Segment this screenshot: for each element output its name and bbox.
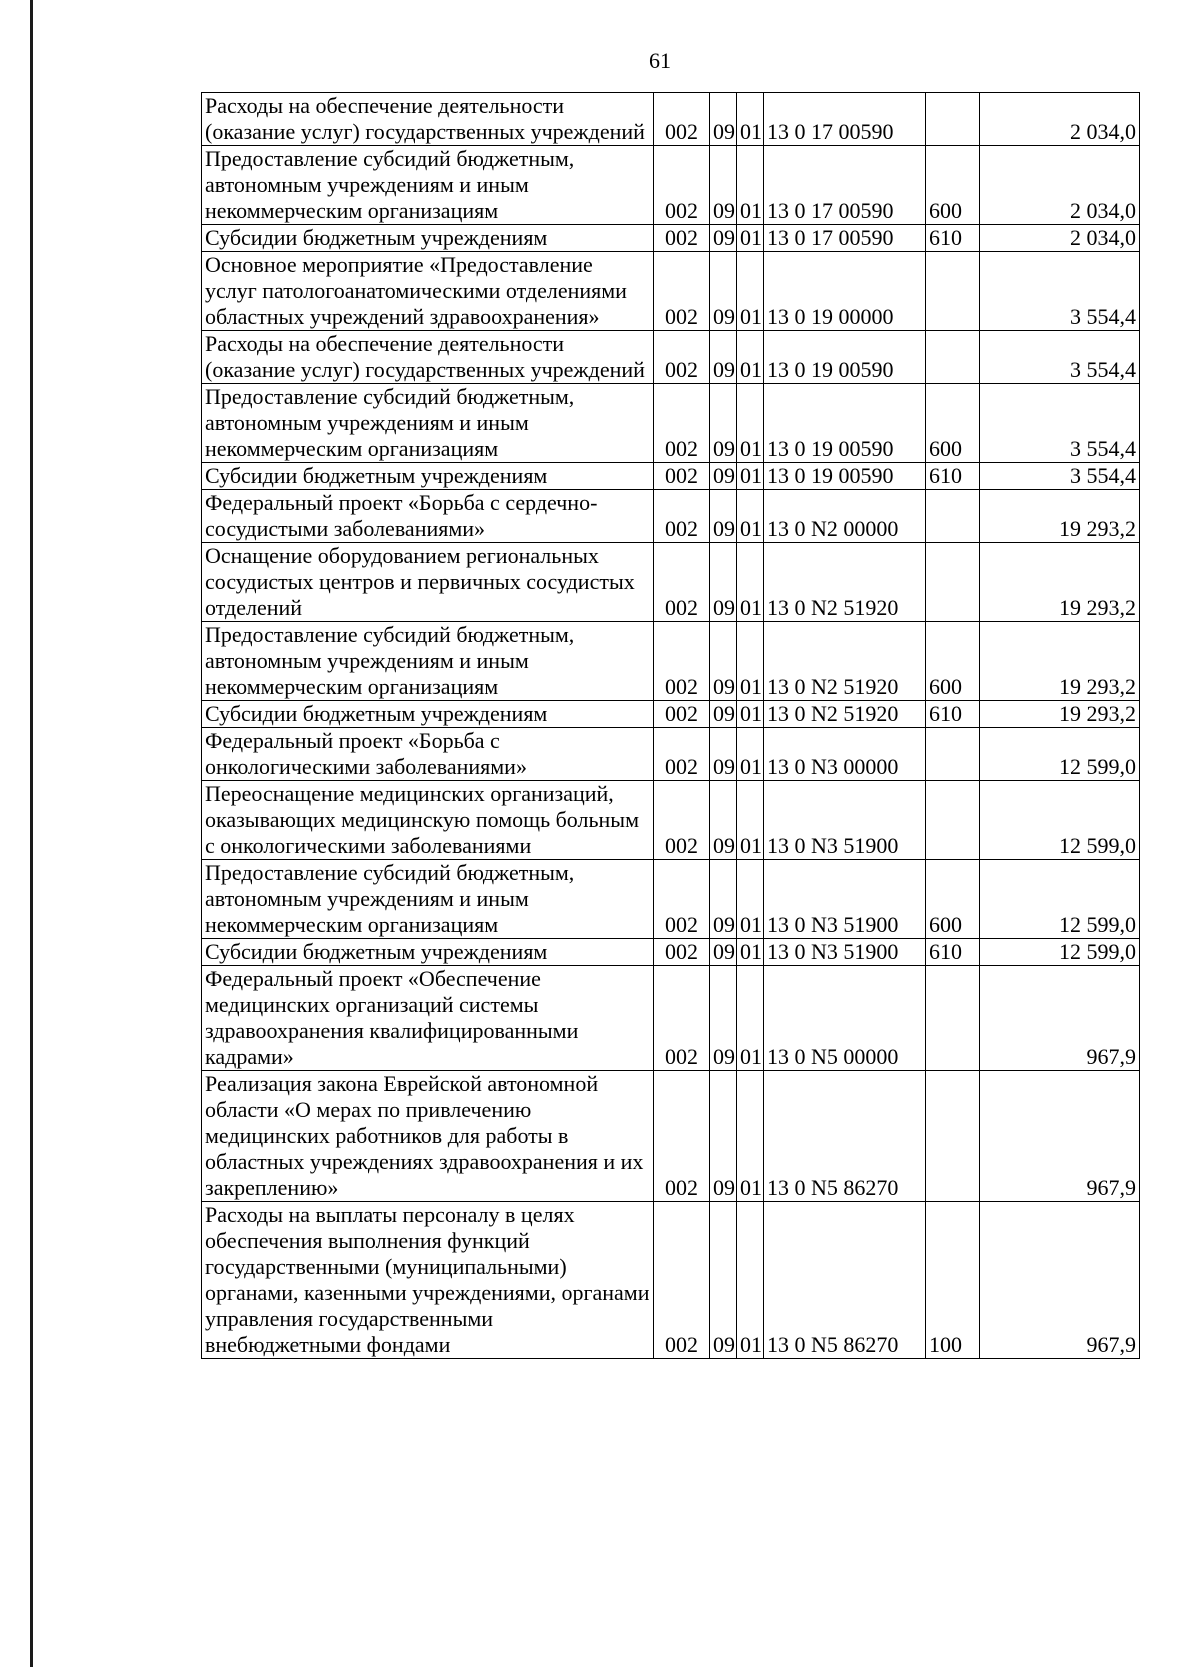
amount-cell: 19 293,2	[980, 543, 1140, 622]
budget-table	[201, 92, 1140, 1359]
section-code-cell: 09	[710, 93, 737, 146]
expense-type-cell	[926, 331, 980, 384]
grbs-code-cell: 002	[654, 463, 710, 490]
amount-cell: 3 554,4	[980, 331, 1140, 384]
expense-type-cell: 610	[926, 701, 980, 728]
subsection-code-cell: 01	[737, 331, 764, 384]
amount-cell: 19 293,2	[980, 701, 1140, 728]
table-row	[202, 966, 1140, 1071]
expense-type-cell: 600	[926, 622, 980, 701]
subsection-code-cell: 01	[737, 93, 764, 146]
expense-type-cell: 610	[926, 939, 980, 966]
subsection-code-cell: 01	[737, 966, 764, 1071]
amount-cell: 2 034,0	[980, 93, 1140, 146]
budget-table-body	[202, 93, 1140, 1359]
grbs-code-cell: 002	[654, 93, 710, 146]
table-row	[202, 728, 1140, 781]
section-code-cell: 09	[710, 966, 737, 1071]
expense-type-cell: 600	[926, 384, 980, 463]
amount-cell: 12 599,0	[980, 781, 1140, 860]
subsection-code-cell: 01	[737, 146, 764, 225]
expense-type-cell: 610	[926, 463, 980, 490]
expense-name-cell: Расходы на выплаты персоналу в целях обеспечения выполнения функций государственными (муниципальными) органами, казенными учреждениями, органами управления государственными внебюджетными фондами	[202, 1202, 654, 1359]
subsection-code-cell: 01	[737, 490, 764, 543]
target-article-cell: 13 0 N5 86270	[764, 1071, 926, 1202]
target-article-cell: 13 0 N2 51920	[764, 701, 926, 728]
table-row	[202, 781, 1140, 860]
section-code-cell: 09	[710, 463, 737, 490]
table-row	[202, 490, 1140, 543]
section-code-cell: 09	[710, 384, 737, 463]
section-code-cell: 09	[710, 860, 737, 939]
amount-cell: 19 293,2	[980, 622, 1140, 701]
subsection-code-cell: 01	[737, 939, 764, 966]
expense-name-cell: Субсидии бюджетным учреждениям	[202, 939, 654, 966]
target-article-cell: 13 0 19 00590	[764, 331, 926, 384]
table-row	[202, 93, 1140, 146]
table-row	[202, 225, 1140, 252]
grbs-code-cell: 002	[654, 490, 710, 543]
amount-cell: 12 599,0	[980, 728, 1140, 781]
amount-cell: 12 599,0	[980, 939, 1140, 966]
expense-type-cell	[926, 543, 980, 622]
table-row	[202, 331, 1140, 384]
expense-name-cell: Основное мероприятие «Предоставление услуг патологоанатомическими отделениями областных учреждений здравоохранения»	[202, 252, 654, 331]
target-article-cell: 13 0 N3 00000	[764, 728, 926, 781]
expense-name-cell: Субсидии бюджетным учреждениям	[202, 225, 654, 252]
table-row	[202, 939, 1140, 966]
section-code-cell: 09	[710, 146, 737, 225]
expense-type-cell	[926, 93, 980, 146]
section-code-cell: 09	[710, 225, 737, 252]
amount-cell: 3 554,4	[980, 463, 1140, 490]
amount-cell: 967,9	[980, 1071, 1140, 1202]
table-row	[202, 1071, 1140, 1202]
subsection-code-cell: 01	[737, 728, 764, 781]
expense-type-cell: 600	[926, 146, 980, 225]
subsection-code-cell: 01	[737, 543, 764, 622]
table-row	[202, 463, 1140, 490]
table-row	[202, 701, 1140, 728]
target-article-cell: 13 0 N3 51900	[764, 781, 926, 860]
subsection-code-cell: 01	[737, 622, 764, 701]
grbs-code-cell: 002	[654, 860, 710, 939]
expense-name-cell: Субсидии бюджетным учреждениям	[202, 463, 654, 490]
grbs-code-cell: 002	[654, 781, 710, 860]
table-row	[202, 384, 1140, 463]
target-article-cell: 13 0 N5 00000	[764, 966, 926, 1071]
expense-name-cell: Переоснащение медицинских организаций, оказывающих медицинскую помощь больным с онкологическими заболеваниями	[202, 781, 654, 860]
expense-type-cell	[926, 1071, 980, 1202]
section-code-cell: 09	[710, 1202, 737, 1359]
expense-type-cell	[926, 728, 980, 781]
subsection-code-cell: 01	[737, 860, 764, 939]
section-code-cell: 09	[710, 939, 737, 966]
expense-name-cell: Предоставление субсидий бюджетным, автономным учреждениям и иным некоммерческим организациям	[202, 860, 654, 939]
amount-cell: 12 599,0	[980, 860, 1140, 939]
target-article-cell: 13 0 N2 00000	[764, 490, 926, 543]
target-article-cell: 13 0 17 00590	[764, 93, 926, 146]
table-row	[202, 146, 1140, 225]
target-article-cell: 13 0 N3 51900	[764, 860, 926, 939]
expense-name-cell: Федеральный проект «Борьба с сердечно-сосудистыми заболеваниями»	[202, 490, 654, 543]
grbs-code-cell: 002	[654, 225, 710, 252]
grbs-code-cell: 002	[654, 966, 710, 1071]
expense-name-cell: Предоставление субсидий бюджетным, автономным учреждениям и иным некоммерческим организациям	[202, 146, 654, 225]
expense-type-cell: 600	[926, 860, 980, 939]
table-row	[202, 543, 1140, 622]
grbs-code-cell: 002	[654, 543, 710, 622]
subsection-code-cell: 01	[737, 384, 764, 463]
section-code-cell: 09	[710, 490, 737, 543]
expense-type-cell	[926, 966, 980, 1071]
amount-cell: 2 034,0	[980, 225, 1140, 252]
section-code-cell: 09	[710, 1071, 737, 1202]
subsection-code-cell: 01	[737, 463, 764, 490]
grbs-code-cell: 002	[654, 622, 710, 701]
target-article-cell: 13 0 19 00590	[764, 384, 926, 463]
grbs-code-cell: 002	[654, 728, 710, 781]
expense-name-cell: Расходы на обеспечение деятельности (оказание услуг) государственных учреждений	[202, 331, 654, 384]
section-code-cell: 09	[710, 543, 737, 622]
expense-name-cell: Реализация закона Еврейской автономной области «О мерах по привлечению медицинских работников для работы в областных учреждениях здравоохранения и их закреплению»	[202, 1071, 654, 1202]
grbs-code-cell: 002	[654, 252, 710, 331]
expense-name-cell: Оснащение оборудованием региональных сосудистых центров и первичных сосудистых отделений	[202, 543, 654, 622]
expense-type-cell	[926, 252, 980, 331]
grbs-code-cell: 002	[654, 1071, 710, 1202]
expense-type-cell: 100	[926, 1202, 980, 1359]
target-article-cell: 13 0 17 00590	[764, 225, 926, 252]
target-article-cell: 13 0 19 00590	[764, 463, 926, 490]
section-code-cell: 09	[710, 252, 737, 331]
amount-cell: 967,9	[980, 1202, 1140, 1359]
grbs-code-cell: 002	[654, 939, 710, 966]
expense-type-cell	[926, 490, 980, 543]
target-article-cell: 13 0 N2 51920	[764, 622, 926, 701]
target-article-cell: 13 0 N2 51920	[764, 543, 926, 622]
subsection-code-cell: 01	[737, 781, 764, 860]
table-row	[202, 622, 1140, 701]
grbs-code-cell: 002	[654, 701, 710, 728]
amount-cell: 2 034,0	[980, 146, 1140, 225]
target-article-cell: 13 0 N5 86270	[764, 1202, 926, 1359]
page-number: 61	[649, 48, 671, 73]
grbs-code-cell: 002	[654, 1202, 710, 1359]
page-binding-line	[30, 0, 33, 1667]
expense-type-cell	[926, 781, 980, 860]
amount-cell: 3 554,4	[980, 384, 1140, 463]
subsection-code-cell: 01	[737, 1071, 764, 1202]
section-code-cell: 09	[710, 701, 737, 728]
target-article-cell: 13 0 N3 51900	[764, 939, 926, 966]
amount-cell: 967,9	[980, 966, 1140, 1071]
table-row	[202, 1202, 1140, 1359]
subsection-code-cell: 01	[737, 252, 764, 331]
expense-name-cell: Субсидии бюджетным учреждениям	[202, 701, 654, 728]
subsection-code-cell: 01	[737, 1202, 764, 1359]
section-code-cell: 09	[710, 622, 737, 701]
expense-name-cell: Расходы на обеспечение деятельности (оказание услуг) государственных учреждений	[202, 93, 654, 146]
section-code-cell: 09	[710, 331, 737, 384]
grbs-code-cell: 002	[654, 146, 710, 225]
amount-cell: 3 554,4	[980, 252, 1140, 331]
amount-cell: 19 293,2	[980, 490, 1140, 543]
subsection-code-cell: 01	[737, 701, 764, 728]
section-code-cell: 09	[710, 728, 737, 781]
expense-name-cell: Федеральный проект «Обеспечение медицинских организаций системы здравоохранения квалифицированными кадрами»	[202, 966, 654, 1071]
expense-type-cell: 610	[926, 225, 980, 252]
expense-name-cell: Предоставление субсидий бюджетным, автономным учреждениям и иным некоммерческим организациям	[202, 622, 654, 701]
expense-name-cell: Федеральный проект «Борьба с онкологическими заболеваниями»	[202, 728, 654, 781]
target-article-cell: 13 0 19 00000	[764, 252, 926, 331]
grbs-code-cell: 002	[654, 331, 710, 384]
target-article-cell: 13 0 17 00590	[764, 146, 926, 225]
section-code-cell: 09	[710, 781, 737, 860]
subsection-code-cell: 01	[737, 225, 764, 252]
expense-name-cell: Предоставление субсидий бюджетным, автономным учреждениям и иным некоммерческим организациям	[202, 384, 654, 463]
table-row	[202, 252, 1140, 331]
table-row	[202, 860, 1140, 939]
grbs-code-cell: 002	[654, 384, 710, 463]
